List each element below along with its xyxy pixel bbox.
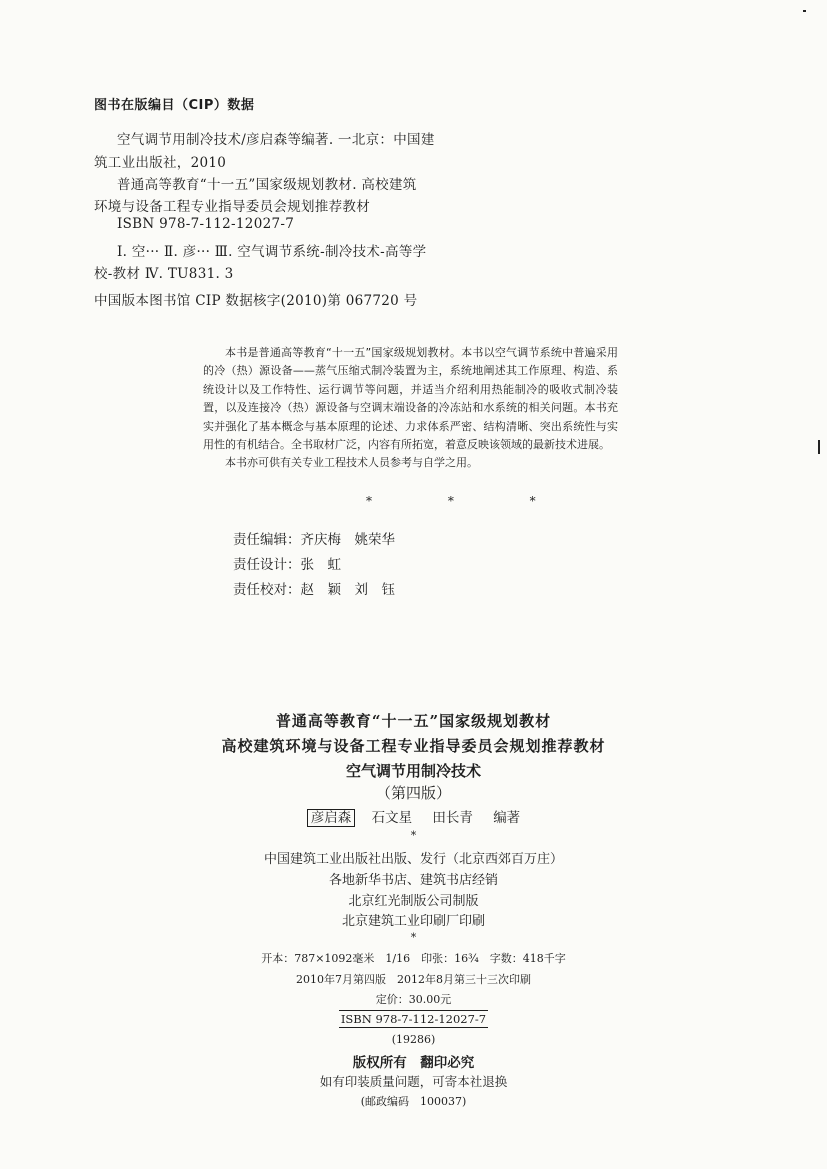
returns-notice: 如有印装质量问题，可寄本社退换: [319, 1074, 508, 1089]
scan-speck: [818, 440, 820, 454]
cip-record-number: 中国版本图书馆 CIP 数据核字(2010)第 067720 号: [94, 293, 418, 309]
printing-info: 2010年7月第四版 2012年8月第三十三次印刷: [296, 973, 531, 986]
scan-speck: [803, 10, 806, 12]
rights-notice: 版权所有 翻印必究: [352, 1055, 475, 1071]
isbn-number: ISBN 978-7-112-12027-7: [340, 1012, 487, 1026]
price: 定价：30.00元: [375, 993, 452, 1006]
distributor-line: 各地新华书店、建筑书店经销: [328, 873, 498, 888]
cip-header: 图书在版编目（CIP）数据: [94, 98, 255, 113]
postcode: (邮政编码 100037): [360, 1095, 467, 1108]
staff-designer: 责任设计：张 虹: [233, 557, 341, 573]
author-role: 编著: [493, 810, 521, 826]
author-3: 田长青: [432, 810, 473, 826]
book-edition: （第四版）: [375, 784, 451, 802]
cip-classification-2: 校-教材 Ⅳ. TU831. 3: [94, 266, 234, 282]
summary-paragraph-1: 本书是普通高等教育“十一五”国家级规划教材。本书以空气调节系统中普遍采用的冷（热）源设备——蒸气压缩式制冷装置为主，系统地阐述其工作原理、构造、系统设计以及工作特性、运行调节等问题，并适当介绍利用热能制冷的吸收式制冷装置，以及连接冷（热）源设备与空调末端设备的冷冻站和水系统的相关问题。本书充实并强化了基本概念与基本原理的论述、力求体系严密、结构清晰、突出系统性与实用性的有机结合。全书取材广泛，内容有所拓宽，着意反映该领域的最新技术进展。: [203, 346, 618, 452]
staff-proofreader: 责任校对：赵 颖 刘 钰: [233, 582, 395, 598]
cip-classification-1: Ⅰ. 空··· Ⅱ. 彦··· Ⅲ. 空气调节系统-制冷技术-高等学: [117, 244, 427, 260]
imprint-star-2: *: [410, 931, 417, 944]
printer-line: 北京建筑工业印刷厂印刷: [341, 914, 485, 929]
staff-editor: 责任编辑：齐庆梅 姚荣华: [233, 532, 395, 548]
isbn-box: [0, 1012, 827, 1026]
summary-paragraph-2: 本书亦可供有关专业工程技术人员参考与自学之用。: [225, 456, 478, 470]
separator-stars: * * *: [366, 494, 572, 508]
cip-isbn: ISBN 978-7-112-12027-7: [117, 216, 295, 232]
author-main: 彦启森: [307, 809, 356, 827]
book-authors: [0, 806, 827, 826]
format-spec: 开本：787×1092毫米 1/16 印张：16¾ 字数：418千字: [261, 952, 566, 965]
book-title: 空气调节用制冷技术: [345, 762, 481, 780]
cip-line-1: 空气调节用制冷技术/彦启森等编著. 一北京：中国建: [117, 132, 435, 148]
author-2: 石文星: [371, 810, 413, 826]
book-code: (19286): [391, 1033, 436, 1046]
publisher-line: 中国建筑工业出版社出版、发行（北京西郊百万庄）: [263, 852, 563, 867]
plate-line: 北京红光制版公司制版: [348, 894, 479, 909]
cip-line-4: 环境与设备工程专业指导委员会规划推荐教材: [94, 199, 370, 215]
imprint-star-1: *: [410, 829, 417, 842]
series-line-1: 普通高等教育“十一五”国家级规划教材: [275, 712, 552, 730]
cip-line-3: 普通高等教育“十一五”国家级规划教材. 高校建筑: [117, 177, 417, 193]
cip-line-2: 筑工业出版社，2010: [94, 155, 227, 171]
book-summary: [203, 344, 618, 473]
series-line-2: 高校建筑环境与设备工程专业指导委员会规划推荐教材: [221, 737, 606, 755]
